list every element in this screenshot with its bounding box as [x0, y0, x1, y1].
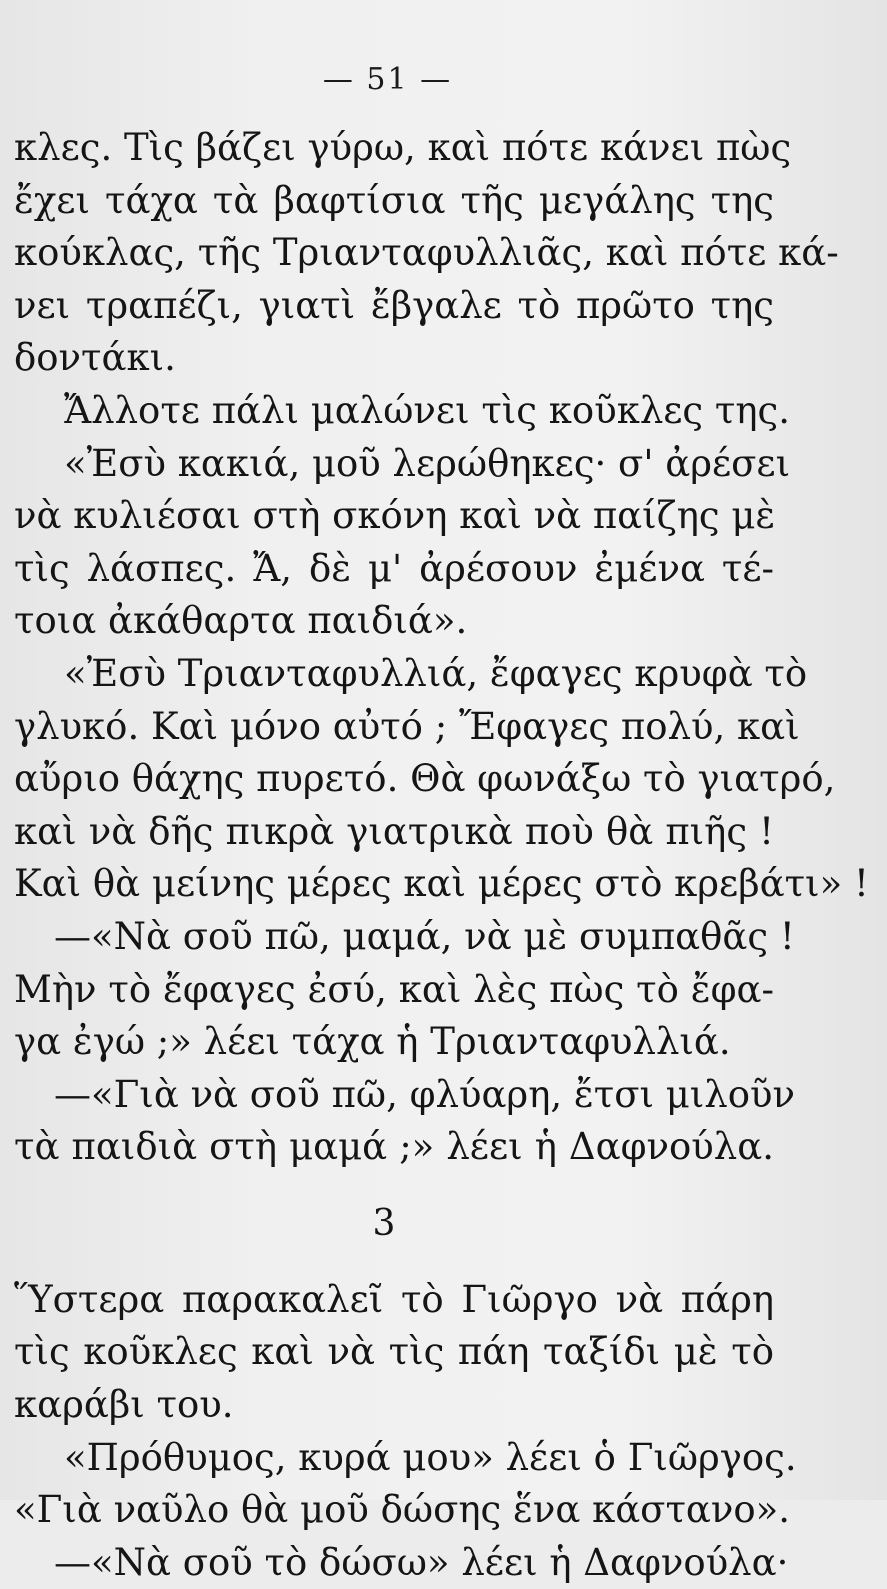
text-line: —«Νὰ σοῦ τὸ δώσω» λέει ἡ Δαφνούλα·: [54, 1540, 789, 1584]
text-line: —«Νὰ σοῦ πῶ, μαμά, νὰ μὲ συμπαθᾶς !: [54, 914, 795, 958]
text-line: ἔχει τάχα τὰ βαφτίσια τῆς μεγάλης της: [14, 178, 774, 222]
text-line: κούκλας, τῆς Τριανταφυλλιᾶς, καὶ πότε κά-: [14, 231, 839, 275]
text-line: —«Γιὰ νὰ σοῦ πῶ, φλύαρη, ἔτσι μιλοῦν: [54, 1072, 795, 1116]
text-line: νει τραπέζι, γιατὶ ἔβγαλε τὸ πρῶτο της: [14, 283, 774, 327]
text-line: τὰ παιδιὰ στὴ μαμά ;» λέει ἡ Δαφνούλα.: [14, 1125, 774, 1169]
text-line: γα ἐγώ ;» λέει τάχα ἡ Τριανταφυλλιά.: [14, 1020, 731, 1064]
text-line: Καὶ θὰ μείνης μέρες καὶ μέρες στὸ κρεβάτι» !: [14, 862, 869, 906]
text-line: τὶς λάσπες. Ἄ, δὲ μ' ἀρέσουν ἐμένα τέ-: [14, 546, 774, 590]
text-line: «Ἐσὺ Τριανταφυλλιά, ἔφαγες κρυφὰ τὸ: [64, 651, 808, 695]
text-line: γλυκό. Καὶ μόνο αὐτό ; Ἔφαγες πολύ, καὶ: [14, 704, 800, 748]
text-line: δοντάκι.: [14, 336, 176, 380]
text-line: τὶς κοῦκλες καὶ νὰ τὶς πάη ταξίδι μὲ τὸ: [14, 1330, 774, 1374]
text-line: καράβι του.: [14, 1383, 234, 1427]
text-line: Μὴν τὸ ἔφαγες ἐσύ, καὶ λὲς πὼς τὸ ἔφα-: [14, 967, 774, 1011]
text-line: «Γιὰ ναῦλο θὰ μοῦ δώσης ἕνα κάστανο».: [14, 1488, 791, 1532]
body-text: [14, 122, 869, 1589]
text-line: τοια ἀκάθαρτα παιδιά».: [14, 599, 468, 643]
text-line: αὔριο θάχης πυρετό. Θὰ φωνάξω τὸ γιατρό,: [14, 757, 836, 801]
text-line: νὰ κυλιέσαι στὴ σκόνη καὶ νὰ παίζης μὲ: [14, 494, 776, 538]
text-line: «Ἐσὺ κακιά, μοῦ λερώθηκες· σ' ἀρέσει: [64, 441, 791, 485]
text-line: Ὕστερα παρακαλεῖ τὸ Γιῶργο νὰ πάρη: [14, 1277, 774, 1321]
page-number: — 51 —: [322, 62, 453, 97]
text-line: καὶ νὰ δῆς πικρὰ γιατρικὰ ποὺ θὰ πιῆς !: [14, 809, 774, 853]
text-line: κλες. Τὶς βάζει γύρω, καὶ πότε κάνει πὼς: [14, 126, 792, 169]
text-line: Ἄλλοτε πάλι μαλώνει τὶς κοῦκλες της.: [64, 388, 791, 432]
section-number: 3: [372, 1202, 396, 1244]
text-line: «Πρόθυμος, κυρά μου» λέει ὁ Γιῶργος.: [64, 1435, 797, 1479]
